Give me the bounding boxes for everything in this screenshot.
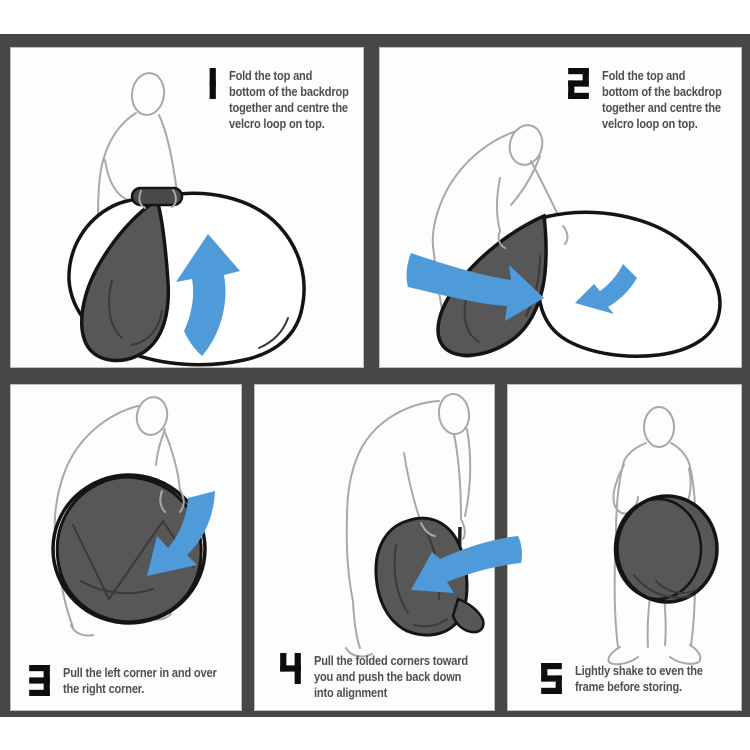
step-1-callout	[195, 68, 370, 132]
step-text	[63, 665, 217, 697]
step-number	[29, 665, 50, 696]
step-number	[280, 653, 301, 684]
step-1-panel	[10, 47, 364, 368]
step-text-line: frame before storing.	[575, 679, 682, 694]
step-text-line: velcro loop on top.	[602, 116, 698, 131]
step-text-line: velcro loop on top.	[229, 116, 325, 131]
step-text	[602, 68, 722, 132]
step-text-line: Fold the top and	[602, 68, 686, 83]
step-text-line: Pull the folded corners toward	[314, 653, 468, 668]
step-text-line: the right corner.	[63, 681, 145, 696]
step-5-panel	[507, 384, 742, 711]
step-text-line: Fold the top and	[229, 68, 313, 83]
step-3-callout	[29, 665, 244, 697]
step-5-illustration	[508, 385, 741, 710]
step-3-panel	[10, 384, 242, 711]
step-text-line: you and push the back down	[314, 669, 462, 684]
step-text-line: together and centre the	[229, 100, 348, 115]
step-text-line: Pull the left corner in and over	[63, 665, 217, 680]
step-text-line: Lightly shake to even the	[575, 663, 703, 678]
step-4-callout	[280, 653, 495, 701]
step-text	[575, 663, 703, 695]
step-4-panel	[254, 384, 495, 711]
step-text-line: together and centre the	[602, 100, 721, 115]
step-2-panel	[379, 47, 742, 368]
step-text	[229, 68, 349, 132]
step-number	[568, 68, 589, 99]
step-2-callout	[568, 68, 743, 132]
step-text-line: into alignment	[314, 685, 388, 700]
backdrop-fold-lobe	[453, 599, 483, 632]
step-5-callout	[541, 663, 725, 695]
step-text-line: bottom of the backdrop	[229, 84, 349, 99]
backdrop-shape	[615, 496, 717, 602]
step-number	[541, 663, 562, 694]
step-number	[195, 68, 216, 99]
step-text-line: bottom of the backdrop	[602, 84, 722, 99]
step-3-illustration	[11, 385, 241, 710]
step-text	[314, 653, 468, 701]
